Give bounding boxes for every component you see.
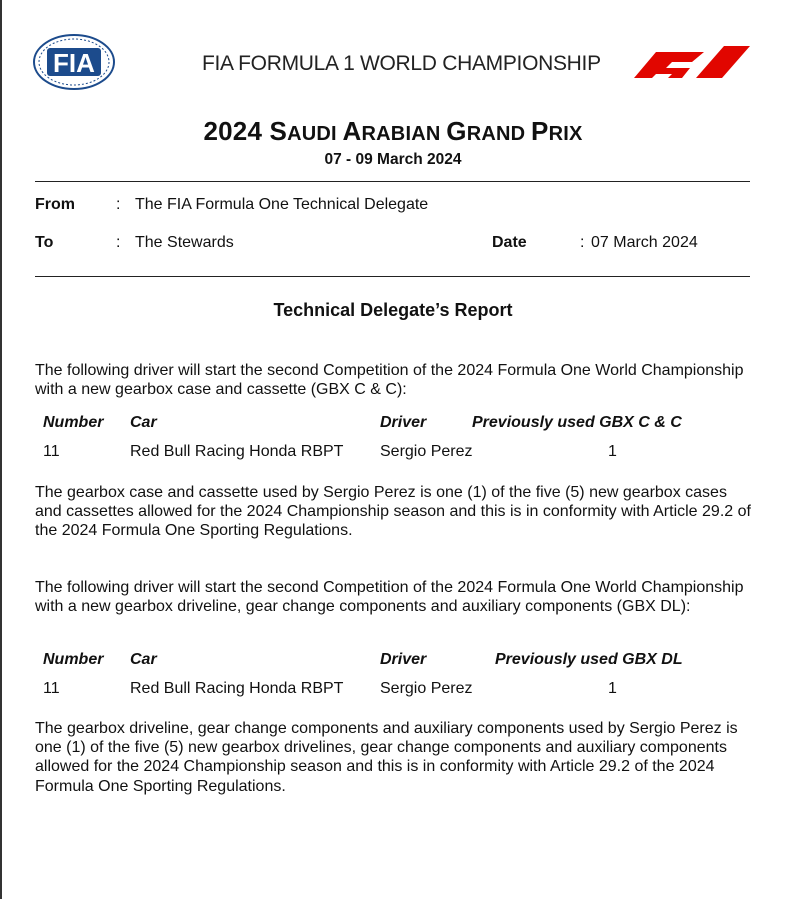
championship-title: FIA FORMULA 1 WORLD CHAMPIONSHIP: [202, 52, 601, 75]
s2-header-previously-used: Previously used GBX DL: [495, 651, 683, 668]
divider-top: [35, 181, 750, 182]
grand-prix-title: 2024 SAUDI ARABIAN GRAND PRIX: [203, 116, 583, 146]
to-label: To: [35, 234, 54, 251]
s2-row-driver: Sergio Perez: [380, 680, 473, 697]
section2-intro: The following driver will start the second Competition of the 2024 Formula One World Championship with a new gearbox driveline, gear change components and auxiliary components (GBX DL):: [35, 579, 744, 616]
event-dates: 07 - 09 March 2024: [324, 151, 462, 168]
s1-header-driver: Driver: [380, 414, 427, 431]
date-value: 07 March 2024: [591, 234, 698, 251]
section2-note: The gearbox driveline, gear change components and auxiliary components used by Sergio Perez is one (1) of the five (5) new gearbox drivelines, gear change components and auxiliary components allowed for the 2024 Championship season and this is in conformity with Article 29.2 of the 2024 Formula One Sporting Regulations.: [35, 720, 738, 795]
section1-intro: The following driver will start the second Competition of the 2024 Formula One World Championship with a new gearbox case and cassette (GBX C & C):: [35, 362, 744, 399]
s1-header-previously-used: Previously used GBX C & C: [472, 414, 682, 431]
s2-header-driver: Driver: [380, 651, 427, 668]
svg-text:F1: F1: [634, 41, 636, 42]
from-value: The FIA Formula One Technical Delegate: [135, 196, 429, 213]
s2-row-previously-used: 1: [608, 680, 617, 697]
to-value: The Stewards: [135, 234, 234, 251]
report-title: Technical Delegate’s Report: [273, 300, 513, 320]
s2-header-number: Number: [43, 651, 104, 668]
divider-bottom: [35, 276, 750, 277]
s2-row-car: Red Bull Racing Honda RBPT: [130, 680, 344, 697]
s1-header-number: Number: [43, 414, 104, 431]
fia-logo: [33, 34, 115, 95]
from-label: From: [35, 196, 75, 213]
to-colon: :: [116, 234, 121, 251]
s1-header-car: Car: [130, 414, 157, 431]
svg-text:FIA: FIA: [53, 48, 95, 78]
s1-row-car: Red Bull Racing Honda RBPT: [130, 443, 344, 460]
s2-header-car: Car: [130, 651, 157, 668]
s1-row-driver: Sergio Perez: [380, 443, 473, 460]
date-colon: :: [580, 234, 585, 251]
section1-note: The gearbox case and cassette used by Sergio Perez is one (1) of the five (5) new gearbox cases and cassettes allowed for the 2024 Championship season and this is in conformity with Article 29.2 of the 2024 Formula One Sporting Regulations.: [35, 484, 751, 540]
from-colon: :: [116, 196, 121, 213]
f1-logo: [634, 41, 750, 83]
date-label: Date: [492, 234, 527, 251]
s1-row-previously-used: 1: [608, 443, 617, 460]
s1-row-number: 11: [43, 443, 60, 460]
s2-row-number: 11: [43, 680, 60, 697]
